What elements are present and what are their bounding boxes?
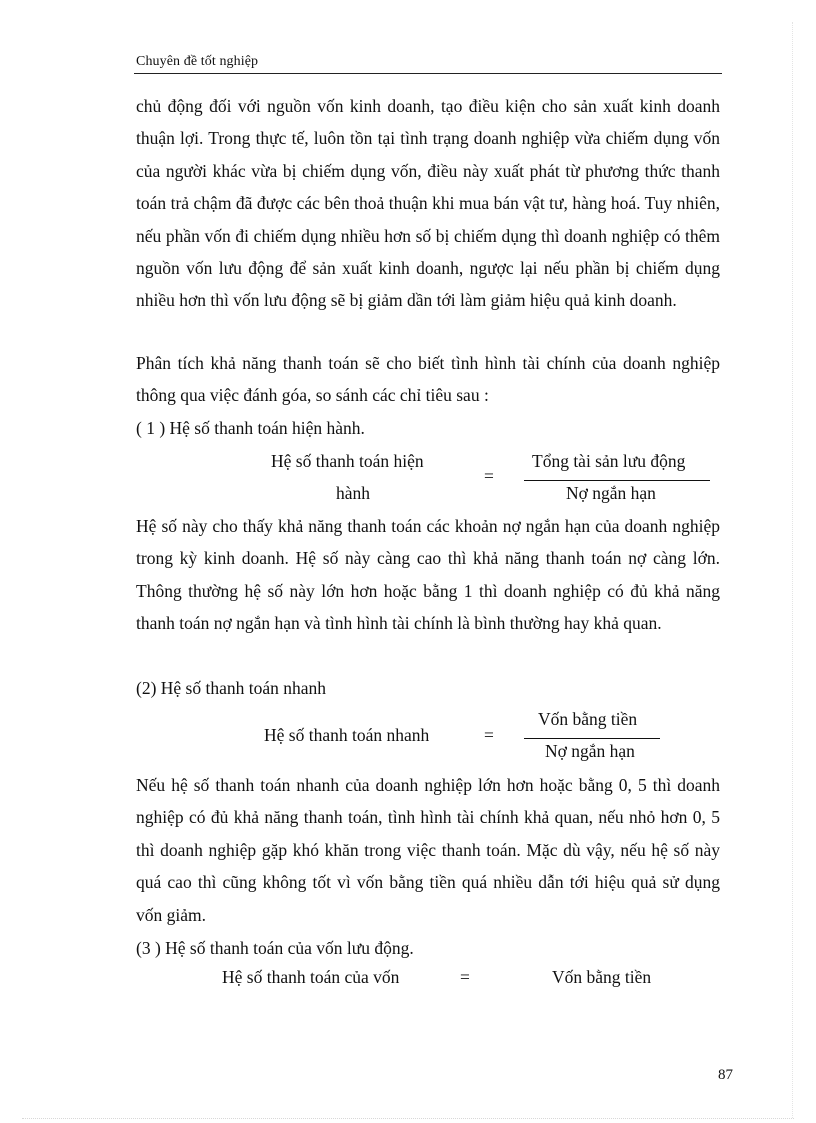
page-number: 87	[718, 1067, 733, 1083]
heading-working-capital-ratio: (3 ) Hệ số thanh toán của vốn lưu động.	[136, 938, 414, 958]
formula-equals: =	[484, 725, 494, 745]
paragraph-capital-appropriation: chủ động đối với nguồn vốn kinh doanh, tạo điều kiện cho sản xuất kinh doanh thuận lợi. Trong thực tế, luôn tồn tại tình trạng doanh nghiệp vừa chiếm dụng vốn của người khác vừa bị chiếm dụng vốn, điều này xuất phát từ phương thức thanh toán trả chậm đã được các bên thoả thuận khi mua bán vật tư, hàng hoá. Tuy nhiên, nếu phần vốn đi chiếm dụng nhiều hơn số bị chiếm dụng thì doanh nghiệp có thêm nguồn vốn lưu động để sản xuất kinh doanh, ngược lại nếu phần bị chiếm dụng nhiều hơn thì vốn lưu động sẽ bị giảm dần tới làm giảm hiệu quả kinh doanh.	[136, 96, 720, 311]
formula-denominator: Nợ ngắn hạn	[545, 741, 635, 761]
page-edge-dotted-right	[792, 22, 793, 1118]
formula-label: Hệ số thanh toán nhanh	[264, 725, 430, 745]
formula-numerator: Vốn bằng tiền	[538, 709, 638, 729]
paragraph-quick-ratio-explanation: Nếu hệ số thanh toán nhanh của doanh nghiệp lớn hơn hoặc bằng 0, 5 thì doanh nghiệp có đủ khả năng thanh toán, tình hình tài chính khả quan, nếu nhỏ hơn 0, 5 thì doanh nghiệp gặp khó khăn trong việc thanh toán. Mặc dù vậy, nếu hệ số này quá cao thì cũng không tốt vì vốn bằng tiền quá nhiều dẫn tới hiệu quả sử dụng vốn giảm.	[136, 775, 720, 925]
formula-equals: =	[460, 967, 470, 987]
fraction-bar	[524, 480, 710, 481]
fraction-bar	[524, 738, 660, 739]
heading-current-ratio: ( 1 ) Hệ số thanh toán hiện hành.	[136, 418, 365, 438]
running-header: Chuyên đề tốt nghiệp	[136, 54, 259, 69]
formula-label: Hệ số thanh toán của vốn	[222, 967, 400, 987]
paragraph-solvency-intro: Phân tích khả năng thanh toán sẽ cho biết tình hình tài chính của doanh nghiệp thông qua việc đánh góa, so sánh các chỉ tiêu sau :	[136, 353, 720, 406]
formula-label-line2: hành	[336, 483, 371, 503]
paragraph-current-ratio-explanation: Hệ số này cho thấy khả năng thanh toán các khoản nợ ngắn hạn của doanh nghiệp trong kỳ kinh doanh. Hệ số này càng cao thì khả năng thanh toán nợ càng lớn. Thông thường hệ số này lớn hơn hoặc bằng 1 thì doanh nghiệp có đủ khả năng thanh toán nợ ngắn hạn và tình hình tài chính là bình thường hay khả quan.	[136, 516, 720, 634]
heading-quick-ratio: (2) Hệ số thanh toán nhanh	[136, 678, 327, 698]
page-edge-dotted-bottom	[22, 1118, 794, 1119]
formula-denominator: Nợ ngắn hạn	[566, 483, 656, 503]
formula-numerator: Vốn bằng tiền	[552, 967, 652, 987]
formula-numerator: Tổng tài sản lưu động	[532, 451, 686, 471]
formula-equals: =	[484, 466, 494, 486]
header-divider	[134, 73, 722, 74]
formula-label-line1: Hệ số thanh toán hiện	[271, 451, 424, 471]
